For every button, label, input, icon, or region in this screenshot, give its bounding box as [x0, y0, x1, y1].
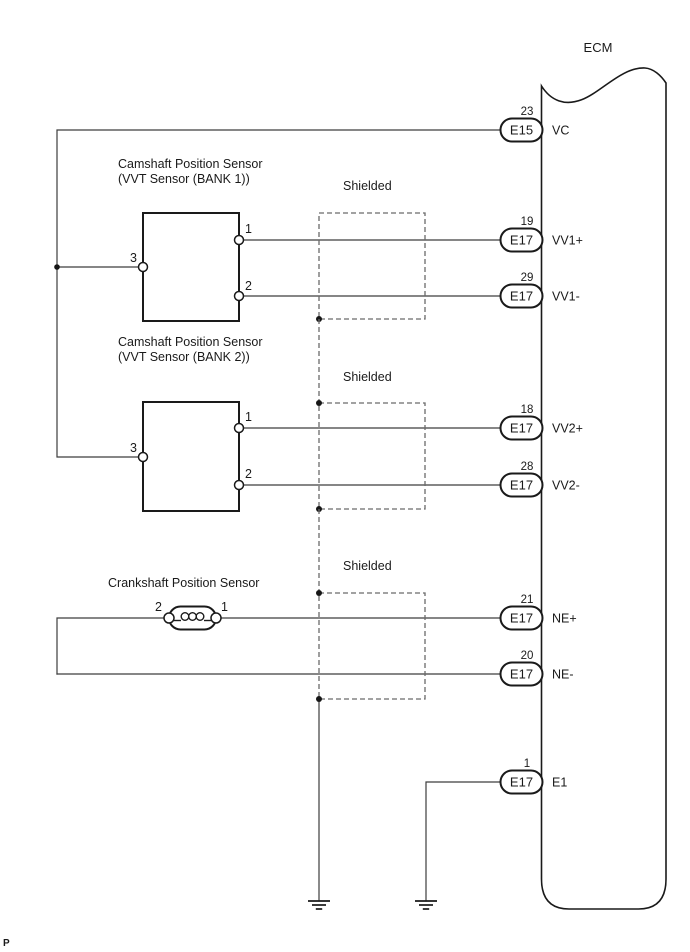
wire-e1-to-ground	[426, 782, 500, 901]
sensor-title-line1: Camshaft Position Sensor	[118, 157, 263, 171]
pin-signal-label: VV2+	[552, 421, 583, 436]
sensor-pin1-label: 1	[245, 410, 252, 424]
pin-signal-label: VV1-	[552, 289, 580, 304]
junction-dot-vc-split	[54, 264, 60, 270]
pin-number: 18	[520, 404, 534, 416]
sensor-pin1-terminal	[235, 236, 244, 245]
sensor-title-line2: (VVT Sensor (BANK 2))	[118, 350, 250, 364]
pin-connector-code: E17	[509, 774, 534, 790]
pin-number: 23	[520, 106, 534, 118]
sensor-body	[169, 607, 216, 630]
sensor-pin1-label: 1	[221, 600, 228, 614]
sensor-pin2-label: 2	[245, 467, 252, 481]
pin-connector-code: E17	[509, 477, 534, 493]
sensor-pin2-terminal	[164, 613, 174, 623]
pin-number: 1	[523, 758, 531, 770]
sensor-pin3-terminal	[139, 453, 148, 462]
pin-connector-code: E17	[509, 232, 534, 248]
shield-box-bank2	[319, 403, 425, 509]
sensor-title: Crankshaft Position Sensor	[108, 576, 260, 590]
shield-group-crank	[316, 559, 425, 702]
crankshaft-sensor	[108, 576, 259, 630]
pin-connector-code: E15	[509, 122, 534, 138]
sensor-pin1-terminal	[211, 613, 221, 623]
sensor-pin2-terminal	[235, 292, 244, 301]
sensor-pin2-label: 2	[155, 600, 162, 614]
wire-ne-return	[57, 618, 164, 674]
sensor-pin3-label: 3	[130, 441, 137, 455]
ecm-title: ECM	[583, 40, 613, 55]
shield-group-bank2	[316, 370, 425, 512]
pin-signal-label: E1	[552, 775, 568, 790]
pin-connector-code: E17	[509, 666, 534, 682]
shield-junction-dot	[316, 590, 322, 596]
sensor-pin2-label: 2	[245, 279, 252, 293]
shield-box-crank	[319, 593, 425, 699]
page-marker: P	[3, 938, 10, 949]
pin-signal-label: VV2-	[552, 478, 580, 493]
pin-connector-code: E17	[509, 420, 534, 436]
pin-number: 29	[520, 272, 534, 284]
shield-label-crank: Shielded	[343, 559, 392, 573]
pin-number: 19	[520, 216, 534, 228]
pin-number: 21	[520, 594, 534, 606]
shield-label-bank2: Shielded	[343, 370, 392, 384]
sensor-pin2-terminal	[235, 481, 244, 490]
sensor-body	[143, 402, 239, 511]
pin-number: 28	[520, 461, 534, 473]
shield-label-bank1: Shielded	[343, 179, 392, 193]
sensor-pin1-label: 1	[245, 222, 252, 236]
sensor-title-line1: Camshaft Position Sensor	[118, 335, 263, 349]
shield-box-bank1	[319, 213, 425, 319]
pin-signal-label: VV1+	[552, 233, 583, 248]
pin-signal-label: NE+	[552, 611, 577, 626]
pin-signal-label: NE-	[552, 667, 574, 682]
sensor-body	[143, 213, 239, 321]
sensor-pin3-terminal	[139, 263, 148, 272]
pin-number: 20	[520, 650, 534, 662]
shield-junction-dot	[316, 696, 322, 702]
shield-junction-dot	[316, 400, 322, 406]
camshaft-sensor-bank2	[118, 335, 263, 511]
pin-connector-code: E17	[509, 288, 534, 304]
ground-symbol-e1	[415, 901, 437, 909]
sensor-pin1-terminal	[235, 424, 244, 433]
shield-group-bank1	[316, 179, 425, 322]
wires	[54, 130, 500, 901]
sensor-title-line2: (VVT Sensor (BANK 1))	[118, 172, 250, 186]
pin-connector-code: E17	[509, 610, 534, 626]
sensor-pin3-label: 3	[130, 251, 137, 265]
pin-signal-label: VC	[552, 123, 570, 138]
camshaft-sensor-bank1	[118, 157, 263, 321]
ground-symbol-shield	[308, 901, 330, 909]
